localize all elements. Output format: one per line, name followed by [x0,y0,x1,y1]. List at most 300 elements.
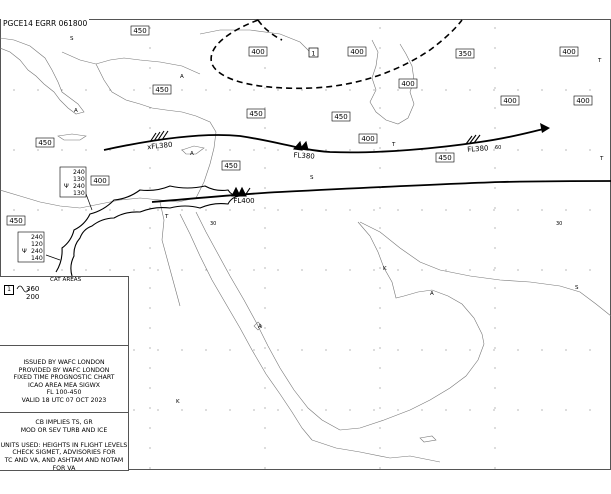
grid-dot [205,89,206,90]
tropopause-height-value: 450 [224,162,238,170]
coast-turkey [96,64,216,132]
grid-dot [493,89,494,90]
jet-level-label: FL400 [233,197,255,205]
station-symbol: T [392,142,396,148]
coast-levant [196,132,216,198]
grid-dot [181,349,182,350]
grid-dot [589,89,590,90]
issued-line: FIXED TIME PROGNOSTIC CHART [13,374,115,382]
grid-dot [264,187,265,188]
grid-dot [379,207,380,208]
grid-dot [494,307,495,308]
grid-dot [253,89,254,90]
grid-dot [494,87,495,88]
grid-dot [229,149,230,150]
grid-dot [565,209,566,210]
grid-dot [589,149,590,150]
station-symbol: T [598,58,602,64]
grid-dot [149,247,150,248]
grid-dot [149,287,150,288]
grid-dot [494,407,495,408]
callout-leaders [46,194,92,260]
grid-dot [517,209,518,210]
grid-dot [149,387,150,388]
tropopause-height-value: 450 [38,139,52,147]
grid-dot [253,209,254,210]
grid-dot [379,87,380,88]
grid-dot [149,467,150,468]
grid-dot [264,387,265,388]
cb-callout-value: 130 [73,176,85,183]
grid-dot [181,209,182,210]
grid-dot [229,409,230,410]
cb-boundary [56,186,240,276]
leader-line [46,255,60,260]
issued-line: PROVIDED BY WAFC LONDON [18,366,110,374]
grid-dot [85,209,86,210]
tropopause-height-value: 400 [401,80,415,88]
cb-callout-value: 240 [73,183,85,190]
grid-dot [149,347,150,348]
jet-axis-lower [152,181,611,202]
grid-dot [264,367,265,368]
grid-dot [541,149,542,150]
station-symbol: A [180,74,184,80]
cb-callout-value: 240 [31,234,43,241]
grid-dot [445,149,446,150]
grid-dot [517,149,518,150]
grid-dot [277,209,278,210]
grid-dot [264,407,265,408]
grid-dot [264,467,265,468]
coast-iran [360,222,611,316]
issued-line: FL 100-450 [46,389,82,397]
grid-dot [494,347,495,348]
grid-dot [133,89,134,90]
grid-dot [149,307,150,308]
grid-dot [264,147,265,148]
tropopause-height-value: 450 [133,27,147,35]
grid-dot [37,269,38,270]
cb-callout-value: 240 [31,248,43,255]
grid-dot [397,89,398,90]
grid-dot [565,149,566,150]
grid-dot [133,269,134,270]
grid-dot [517,89,518,90]
grid-dot [493,349,494,350]
grid-dot [494,287,495,288]
grid-dot [13,89,14,90]
grid-dot [205,269,206,270]
grid-dot [301,349,302,350]
grid-dot [61,209,62,210]
grid-dot [494,367,495,368]
grid-dot [494,227,495,228]
grid-dot [373,269,374,270]
cat-area-id: 1 [311,49,316,58]
grid-dot [109,209,110,210]
grid-dot [349,409,350,410]
grid-dot [379,387,380,388]
grid-dot [157,349,158,350]
tropopause-height-value: 400 [93,177,107,185]
tropopause-height-value: 450 [438,154,452,162]
cat-entry-base: 200 [26,293,40,301]
grid-dot [493,209,494,210]
grid-dot [149,447,150,448]
grid-dot [157,209,158,210]
station-symbol: S [310,175,314,181]
grid-dot [397,349,398,350]
tropopause-height-value: 400 [576,97,590,105]
cat-entry-top: 360 [26,285,40,293]
grid-dot [13,209,14,210]
grid-dot [264,447,265,448]
jet-arrowhead [540,123,550,133]
grid-dot [379,327,380,328]
grid-dot [379,227,380,228]
grid-dot [494,247,495,248]
jet-level-label: FL380 [466,144,489,154]
grid-dot [373,149,374,150]
grid-dot [253,149,254,150]
river-nile [160,202,180,306]
grid-latitude-label: 30 [556,221,563,227]
issued-line: ISSUED BY WAFC LONDON [23,359,105,366]
grid-dot [379,467,380,468]
grid-dot [589,349,590,350]
grid-dot [349,349,350,350]
grid-dot [85,269,86,270]
grid-dot [264,67,265,68]
issued-block [0,359,128,405]
grid-dot [469,349,470,350]
tropopause-height-value: 450 [334,113,348,121]
grid-dot [421,409,422,410]
grid-dot [149,267,150,268]
grid-dot [264,347,265,348]
station-symbol: K [383,266,387,272]
grid-dot [253,269,254,270]
grid-dot [379,307,380,308]
grid-dot [379,107,380,108]
grid-dot [13,149,14,150]
grid-dot [264,427,265,428]
island-socotra [420,436,436,442]
grid-dot [133,149,134,150]
coast-red-sea-west [180,214,312,440]
tropopause-height-value: 450 [155,86,169,94]
station-symbol: S [575,285,579,291]
grid-dot [445,89,446,90]
grid-dot [301,269,302,270]
icing-icon: Ψ [22,248,27,255]
grid-dot [469,409,470,410]
wind-barb [294,142,308,150]
grid-dot [181,269,182,270]
grid-dot [325,349,326,350]
grid-dot [379,407,380,408]
grid-dot [149,67,150,68]
grid-dot [349,149,350,150]
grid-dot [445,209,446,210]
grid-dot [589,409,590,410]
grid-dot [205,149,206,150]
grid-dot [149,47,150,48]
grid-dot [205,409,206,410]
grid-dot [325,209,326,210]
cb-callout-value: 130 [73,190,85,197]
grid-dot [264,267,265,268]
coast-aegean [62,52,200,74]
grid-dot [421,89,422,90]
station-symbol: A [430,291,434,297]
jet-level-label: FL380 [293,151,316,161]
grid-dot [264,287,265,288]
jet-speed-label: 60 [495,145,502,151]
tropopause-height-value: 350 [458,50,472,58]
grid-dot [379,147,380,148]
grid-latitude-label: 30 [210,221,217,227]
grid-dot [264,247,265,248]
grid-dot [37,209,38,210]
grid-dot [109,269,110,270]
tropopause-height-value: 400 [361,135,375,143]
grid-dot [349,209,350,210]
grid-dot [149,167,150,168]
tropopause-height-value: 400 [503,97,517,105]
grid-dot [149,87,150,88]
leader-line [86,194,92,210]
grid-dot [589,209,590,210]
grid-dot [149,367,150,368]
station-symbol: T [600,156,604,162]
coast-greece [0,38,84,114]
grid-dot [181,89,182,90]
grid-dot [379,367,380,368]
grid-dot [589,269,590,270]
grid-dot [253,409,254,410]
grid-dot [205,209,206,210]
grid-dot [494,467,495,468]
grid-dot [379,427,380,428]
grid-dot [301,209,302,210]
grid-dot [494,387,495,388]
jet-streams [104,128,611,202]
grid-dot [541,89,542,90]
grid-dot [379,267,380,268]
cat-entry [4,285,40,301]
grid-dot [277,349,278,350]
grid-dot [565,349,566,350]
legend-divider [0,345,128,346]
coast-arabia-west [196,212,340,430]
grid-dot [229,89,230,90]
grid-dot [445,269,446,270]
grid-dot [133,349,134,350]
grid-dot [469,209,470,210]
tropopause-height-value: 400 [251,48,265,56]
grid-dot [421,349,422,350]
grid-dot [149,327,150,328]
grid-dot [379,127,380,128]
jet-level-label: xFL380 [146,140,173,152]
notes-line [0,434,128,442]
grid-dot [149,127,150,128]
grid-dot [565,269,566,270]
coast-arabia-south [340,344,484,430]
grid-dot [349,89,350,90]
island-crete [58,134,86,140]
grid-dot [379,47,380,48]
grid-dot [205,349,206,350]
grid-dot [379,67,380,68]
grid-dot [264,107,265,108]
coast-horn [312,440,440,462]
grid-dot [277,89,278,90]
cat-entry-id: 1 [4,285,14,295]
grid-dot [517,269,518,270]
grid-dot [264,207,265,208]
grid-dot [149,407,150,408]
grid-dot [517,409,518,410]
grid-dot [149,427,150,428]
station-symbol: A [74,108,78,114]
tropopause-height-value: 400 [562,48,576,56]
notes-line: MOD OR SEV TURB AND ICE [20,426,108,434]
grid-dot [277,269,278,270]
grid-dot [494,207,495,208]
grid-dot [421,269,422,270]
grid-dot [379,247,380,248]
grid-dot [229,209,230,210]
issued-line: VALID 18 UTC 07 OCT 2023 [21,396,107,404]
grid-dot [157,409,158,410]
grid-dot [379,347,380,348]
grid-dot [264,127,265,128]
cat-areas-title: CAT AREAS [50,277,82,283]
grid-dot [373,89,374,90]
grid-dot [373,209,374,210]
grid-dot [493,409,494,410]
grid-dot [85,89,86,90]
grid-dot [494,127,495,128]
grid-dot [445,349,446,350]
grid-dot [494,427,495,428]
grid-dot [133,409,134,410]
grid-dot [61,269,62,270]
grid-dot [373,409,374,410]
icing-icon: Ψ [64,183,69,190]
cat-area-boundary-2 [258,20,282,40]
tropopause-height-value: 450 [249,110,263,118]
grid-dot [541,269,542,270]
cb-callout-value: 120 [31,241,43,248]
grid-dot [264,327,265,328]
grid-dot [373,349,374,350]
grid-dot [264,167,265,168]
grid-dot [13,269,14,270]
grid-dot [301,89,302,90]
grid-dot [37,149,38,150]
grid-dot [325,269,326,270]
tropopause-height-value: 450 [9,217,23,225]
station-symbol: S [70,36,74,42]
legend-divider [0,412,128,413]
grid-dot [494,107,495,108]
grid-dot [494,27,495,28]
grid-dot [517,349,518,350]
grid-dot [397,209,398,210]
grid-dot [229,349,230,350]
station-symbol: A [190,151,194,157]
grid-dot [493,269,494,270]
grid-dot [157,269,158,270]
grid-dot [149,27,150,28]
grid-dot [379,167,380,168]
tropopause-height-value: 400 [350,48,364,56]
grid-dot [253,349,254,350]
grid-dot [349,269,350,270]
grid-dot [469,269,470,270]
grid-dot [445,409,446,410]
grid-dot [229,269,230,270]
coast-persian-gulf [358,222,484,344]
grid-dot [181,409,182,410]
grid-dot [277,149,278,150]
grid-dot [61,149,62,150]
grid-dot [494,67,495,68]
grid-dot [325,149,326,150]
grid-dot [264,227,265,228]
notes-line: CB IMPLIES TS, GR [35,419,93,426]
grid-dot [541,349,542,350]
cb-callout-value: 140 [31,255,43,262]
chart-id-header: PGCE14 EGRR 061800 [3,19,88,28]
grid-dot [397,409,398,410]
grid-dot [565,89,566,90]
grid-dot [397,269,398,270]
grid-dot [541,209,542,210]
grid-dot [325,409,326,410]
station-symbol: A [258,324,262,330]
grid-dot [494,327,495,328]
grid-dot [325,89,326,90]
station-symbol: K [176,399,180,405]
notes-line: CHECK SIGMET, ADVISORIES FOR [12,449,116,457]
grid-dot [301,409,302,410]
grid-dot [541,409,542,410]
grid-dot [379,447,380,448]
wind-barbs [150,131,480,196]
grid-dot [494,187,495,188]
station-symbol: T [165,214,169,220]
grid-dot [379,27,380,28]
notes-line: UNITS USED: HEIGHTS IN FLIGHT LEVELS [0,441,128,449]
issued-line: ICAO AREA MEA SIGWX [27,381,101,389]
grid-dot [85,149,86,150]
grid-dot [149,227,150,228]
grid-dot [421,209,422,210]
grid-dot [133,209,134,210]
legend-panel [0,276,129,471]
grid-dot [379,287,380,288]
grid-dot [264,307,265,308]
grid-dot [277,409,278,410]
grid-dot [469,89,470,90]
cb-callout-value: 240 [73,169,85,176]
cb-area [56,186,240,276]
